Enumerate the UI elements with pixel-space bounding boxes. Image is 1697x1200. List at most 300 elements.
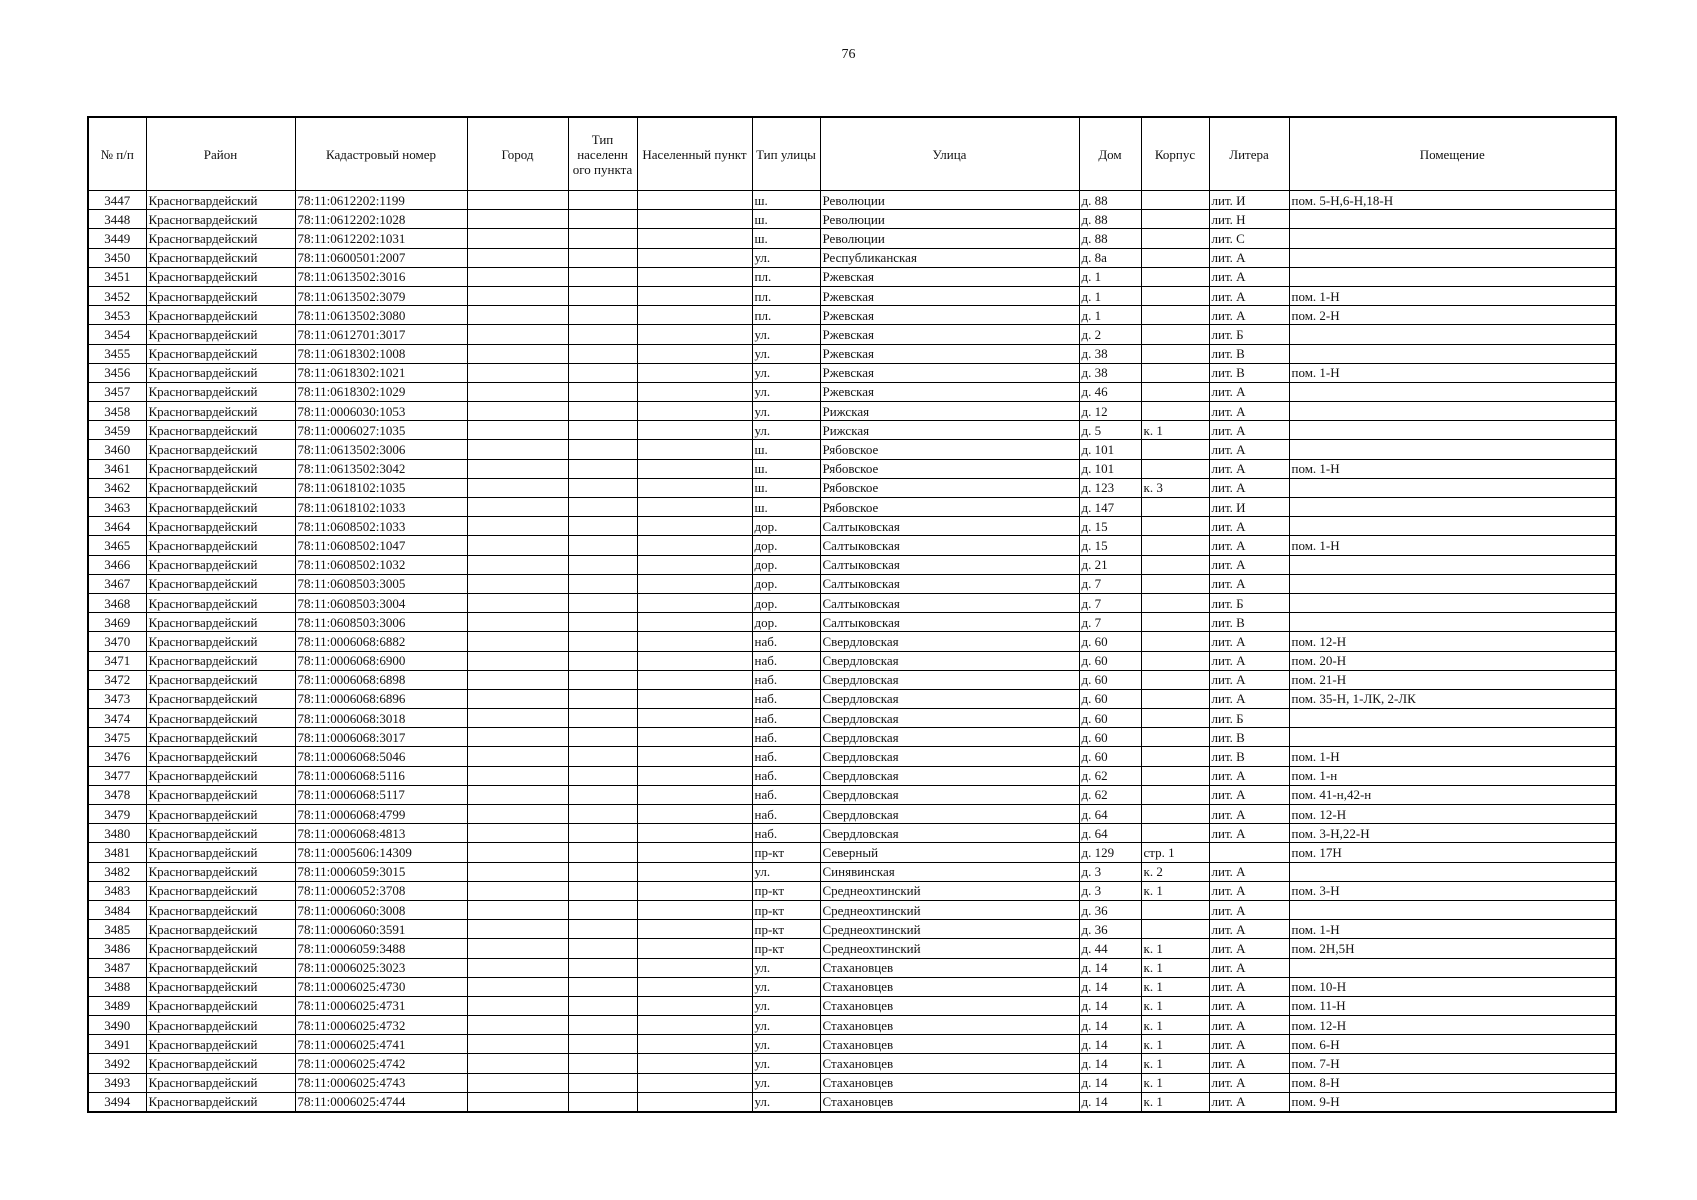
table-cell: лит. А — [1209, 689, 1289, 708]
table-cell: ш. — [752, 478, 820, 497]
table-cell: д. 1 — [1079, 306, 1141, 325]
table-cell: Красногвардейский — [146, 689, 295, 708]
table-cell — [467, 593, 568, 612]
table-cell: пом. 8-Н — [1289, 1073, 1616, 1092]
table-cell: пом. 5-Н,6-Н,18-Н — [1289, 191, 1616, 210]
table-cell: к. 1 — [1141, 1016, 1209, 1035]
table-cell: Салтыковская — [820, 613, 1079, 632]
table-cell — [467, 747, 568, 766]
table-cell: пом. 1-Н — [1289, 286, 1616, 305]
table-cell: лит. А — [1209, 555, 1289, 574]
table-cell — [1289, 555, 1616, 574]
table-cell — [1141, 824, 1209, 843]
table-cell — [1141, 689, 1209, 708]
table-cell — [467, 1016, 568, 1035]
table-cell: лит. В — [1209, 728, 1289, 747]
table-cell — [1289, 421, 1616, 440]
table-cell — [1141, 574, 1209, 593]
table-cell: 78:11:0612701:3017 — [295, 325, 467, 344]
table-cell: 3493 — [88, 1073, 146, 1092]
table-cell: лит. А — [1209, 996, 1289, 1015]
table-cell: дор. — [752, 555, 820, 574]
column-header: Тип улицы — [752, 117, 820, 191]
table-cell — [568, 728, 637, 747]
table-cell: лит. А — [1209, 862, 1289, 881]
table-cell: 3485 — [88, 920, 146, 939]
table-cell: пом. 12-Н — [1289, 632, 1616, 651]
table-cell: 3449 — [88, 229, 146, 248]
table-row — [88, 421, 1616, 440]
table-cell: пом. 1-Н — [1289, 920, 1616, 939]
table-cell — [467, 958, 568, 977]
table-cell: Рижская — [820, 421, 1079, 440]
table-cell: Среднеохтинский — [820, 881, 1079, 900]
table-cell: наб. — [752, 709, 820, 728]
table-cell — [637, 766, 752, 785]
table-cell: лит. А — [1209, 1054, 1289, 1073]
table-cell — [1141, 536, 1209, 555]
table-cell — [637, 363, 752, 382]
table-cell: к. 1 — [1141, 1054, 1209, 1073]
table-cell — [1209, 843, 1289, 862]
table-cell: Красногвардейский — [146, 613, 295, 632]
table-cell — [637, 977, 752, 996]
table-cell: 3478 — [88, 785, 146, 804]
table-cell — [637, 459, 752, 478]
table-cell: Красногвардейский — [146, 1035, 295, 1054]
table-cell: 78:11:0006059:3015 — [295, 862, 467, 881]
table-cell: Среднеохтинский — [820, 900, 1079, 919]
table-cell — [467, 785, 568, 804]
table-cell: Красногвардейский — [146, 382, 295, 401]
table-cell: дор. — [752, 574, 820, 593]
table-cell: лит. А — [1209, 881, 1289, 900]
table-cell — [467, 536, 568, 555]
table-row — [88, 651, 1616, 670]
table-cell: Красногвардейский — [146, 1054, 295, 1073]
table-cell — [467, 363, 568, 382]
table-cell: лит. А — [1209, 459, 1289, 478]
table-cell: наб. — [752, 651, 820, 670]
table-cell — [568, 651, 637, 670]
table-cell: ул. — [752, 996, 820, 1015]
table-cell — [467, 843, 568, 862]
table-cell — [637, 670, 752, 689]
table-cell: 78:11:0006025:4743 — [295, 1073, 467, 1092]
table-cell: лит. А — [1209, 824, 1289, 843]
table-cell: Среднеохтинский — [820, 920, 1079, 939]
table-cell — [467, 306, 568, 325]
table-cell: 3459 — [88, 421, 146, 440]
table-cell: д. 14 — [1079, 1035, 1141, 1054]
table-cell — [1289, 402, 1616, 421]
table-cell: лит. А — [1209, 421, 1289, 440]
table-cell: д. 60 — [1079, 632, 1141, 651]
table-cell: д. 14 — [1079, 996, 1141, 1015]
table-row — [88, 805, 1616, 824]
table-cell: наб. — [752, 632, 820, 651]
table-cell — [1141, 632, 1209, 651]
table-cell — [467, 920, 568, 939]
table-cell — [467, 613, 568, 632]
table-cell: 3486 — [88, 939, 146, 958]
table-cell: 78:11:0006068:4799 — [295, 805, 467, 824]
table-cell: к. 1 — [1141, 1073, 1209, 1092]
table-cell: д. 44 — [1079, 939, 1141, 958]
table-cell: Красногвардейский — [146, 517, 295, 536]
table-cell — [1141, 306, 1209, 325]
table-cell: 3481 — [88, 843, 146, 862]
table-cell: пом. 9-Н — [1289, 1092, 1616, 1112]
table-cell: Красногвардейский — [146, 267, 295, 286]
table-cell: лит. А — [1209, 382, 1289, 401]
table-cell — [637, 843, 752, 862]
table-cell — [1141, 613, 1209, 632]
table-cell — [637, 651, 752, 670]
table-cell: к. 1 — [1141, 958, 1209, 977]
table-cell: пом. 1-Н — [1289, 363, 1616, 382]
table-cell: 78:11:0613502:3016 — [295, 267, 467, 286]
table-cell — [1289, 325, 1616, 344]
table-cell: 3455 — [88, 344, 146, 363]
table-cell: ш. — [752, 191, 820, 210]
table-cell: Рябовское — [820, 459, 1079, 478]
table-cell — [1289, 498, 1616, 517]
table-cell: 3477 — [88, 766, 146, 785]
table-cell: Рябовское — [820, 478, 1079, 497]
table-cell: д. 88 — [1079, 229, 1141, 248]
table-cell: д. 21 — [1079, 555, 1141, 574]
table-cell: Красногвардейский — [146, 229, 295, 248]
table-cell — [467, 517, 568, 536]
table-cell — [1289, 210, 1616, 229]
table-cell — [1289, 382, 1616, 401]
table-cell — [568, 440, 637, 459]
table-cell: 78:11:0006059:3488 — [295, 939, 467, 958]
table-cell — [637, 210, 752, 229]
table-cell — [637, 574, 752, 593]
table-cell — [637, 191, 752, 210]
table-cell: Революции — [820, 229, 1079, 248]
table-cell: Ржевская — [820, 363, 1079, 382]
table-cell: Красногвардейский — [146, 306, 295, 325]
table-cell: Красногвардейский — [146, 939, 295, 958]
table-cell — [1141, 229, 1209, 248]
table-row — [88, 1092, 1616, 1112]
table-cell: лит. В — [1209, 363, 1289, 382]
table-cell: лит. А — [1209, 766, 1289, 785]
table-cell — [637, 747, 752, 766]
table-cell — [568, 574, 637, 593]
table-cell: Рижская — [820, 402, 1079, 421]
table-cell: 3464 — [88, 517, 146, 536]
table-cell — [568, 1092, 637, 1112]
table-cell: д. 88 — [1079, 191, 1141, 210]
table-cell — [467, 1092, 568, 1112]
table-cell — [1141, 402, 1209, 421]
table-row — [88, 728, 1616, 747]
table-cell: 78:11:0006068:3017 — [295, 728, 467, 747]
table-cell: пр-кт — [752, 900, 820, 919]
table-cell: лит. А — [1209, 632, 1289, 651]
table-cell — [568, 900, 637, 919]
table-cell: 78:11:0006068:3018 — [295, 709, 467, 728]
table-cell: Красногвардейский — [146, 344, 295, 363]
table-cell: 78:11:0006025:4732 — [295, 1016, 467, 1035]
table-cell: 3482 — [88, 862, 146, 881]
table-cell: наб. — [752, 728, 820, 747]
table-cell — [1141, 670, 1209, 689]
table-cell — [467, 996, 568, 1015]
table-cell — [1289, 862, 1616, 881]
table-cell: ул. — [752, 325, 820, 344]
table-cell — [1289, 709, 1616, 728]
table-row — [88, 574, 1616, 593]
table-cell: д. 60 — [1079, 709, 1141, 728]
table-cell: 78:11:0618302:1029 — [295, 382, 467, 401]
table-cell: лит. А — [1209, 1035, 1289, 1054]
table-cell — [1141, 900, 1209, 919]
table-cell: Стахановцев — [820, 958, 1079, 977]
table-cell: Свердловская — [820, 766, 1079, 785]
table-cell — [568, 1054, 637, 1073]
table-cell: ул. — [752, 1073, 820, 1092]
table-cell — [568, 421, 637, 440]
table-cell: Салтыковская — [820, 517, 1079, 536]
table-cell — [1141, 286, 1209, 305]
table-cell: пом. 12-Н — [1289, 805, 1616, 824]
table-cell — [568, 766, 637, 785]
table-cell — [568, 402, 637, 421]
table-header — [88, 117, 1616, 191]
table-row — [88, 344, 1616, 363]
table-row — [88, 1054, 1616, 1073]
table-cell — [467, 689, 568, 708]
table-cell: 3491 — [88, 1035, 146, 1054]
table-cell: лит. В — [1209, 344, 1289, 363]
table-row — [88, 977, 1616, 996]
table-cell — [467, 670, 568, 689]
table-cell: лит. А — [1209, 267, 1289, 286]
table-cell: д. 14 — [1079, 1092, 1141, 1112]
table-cell: 78:11:0618102:1035 — [295, 478, 467, 497]
table-row — [88, 229, 1616, 248]
table-cell: 78:11:0006025:4742 — [295, 1054, 467, 1073]
table-cell — [1289, 440, 1616, 459]
table-cell: 3474 — [88, 709, 146, 728]
table-cell: Рябовское — [820, 498, 1079, 517]
table-cell: лит. А — [1209, 402, 1289, 421]
table-cell: 78:11:0613502:3042 — [295, 459, 467, 478]
table-cell: 78:11:0006052:3708 — [295, 881, 467, 900]
table-cell — [1141, 920, 1209, 939]
table-row — [88, 382, 1616, 401]
table-cell: ул. — [752, 977, 820, 996]
column-header: Тип населенн ого пункта — [568, 117, 637, 191]
table-cell: 3453 — [88, 306, 146, 325]
table-cell: лит. А — [1209, 920, 1289, 939]
table-cell: к. 3 — [1141, 478, 1209, 497]
table-cell: лит. И — [1209, 498, 1289, 517]
table-cell — [568, 210, 637, 229]
table-cell: 78:11:0006060:3008 — [295, 900, 467, 919]
table-row — [88, 498, 1616, 517]
table-cell: д. 60 — [1079, 651, 1141, 670]
table-cell — [467, 382, 568, 401]
table-cell — [1141, 382, 1209, 401]
table-cell: пом. 2Н,5Н — [1289, 939, 1616, 958]
table-cell: пом. 12-Н — [1289, 1016, 1616, 1035]
table-cell — [1141, 440, 1209, 459]
table-cell — [467, 555, 568, 574]
table-cell: пом. 2-Н — [1289, 306, 1616, 325]
table-cell — [568, 939, 637, 958]
table-cell: лит. А — [1209, 536, 1289, 555]
table-cell: Салтыковская — [820, 574, 1079, 593]
table-cell: 78:11:0612202:1199 — [295, 191, 467, 210]
table-cell: Салтыковская — [820, 536, 1079, 555]
table-cell: к. 1 — [1141, 977, 1209, 996]
table-cell — [467, 1054, 568, 1073]
table-cell: д. 38 — [1079, 344, 1141, 363]
registry-table — [87, 116, 1617, 1113]
table-cell: Красногвардейский — [146, 958, 295, 977]
table-cell — [568, 325, 637, 344]
table-cell — [568, 459, 637, 478]
table-cell: 78:11:0006030:1053 — [295, 402, 467, 421]
table-cell: 3492 — [88, 1054, 146, 1073]
table-cell: наб. — [752, 766, 820, 785]
table-cell: 78:11:0006068:6898 — [295, 670, 467, 689]
column-header: Населенный пункт — [637, 117, 752, 191]
table-cell: 3452 — [88, 286, 146, 305]
table-cell — [568, 1016, 637, 1035]
table-cell: 78:11:0618302:1021 — [295, 363, 467, 382]
table-cell — [467, 574, 568, 593]
table-cell: к. 1 — [1141, 1035, 1209, 1054]
table-cell: 78:11:0618102:1033 — [295, 498, 467, 517]
table-cell: лит. А — [1209, 478, 1289, 497]
table-cell: Красногвардейский — [146, 574, 295, 593]
table-cell — [568, 785, 637, 804]
table-cell — [568, 248, 637, 267]
table-cell: 78:11:0613502:3080 — [295, 306, 467, 325]
table-row — [88, 843, 1616, 862]
table-cell — [637, 785, 752, 804]
table-cell — [1141, 267, 1209, 286]
table-cell — [467, 805, 568, 824]
table-cell: пр-кт — [752, 881, 820, 900]
column-header: Кадастровый номер — [295, 117, 467, 191]
table-cell: Красногвардейский — [146, 325, 295, 344]
table-cell — [637, 805, 752, 824]
table-cell — [467, 709, 568, 728]
table-cell — [568, 306, 637, 325]
table-cell: пом. 3-Н,22-Н — [1289, 824, 1616, 843]
table-cell: Красногвардейский — [146, 1092, 295, 1112]
table-cell: 3483 — [88, 881, 146, 900]
table-cell: лит. А — [1209, 248, 1289, 267]
table-cell: лит. А — [1209, 1073, 1289, 1092]
table-cell: ш. — [752, 440, 820, 459]
table-cell — [1141, 805, 1209, 824]
table-cell: 3467 — [88, 574, 146, 593]
table-cell — [467, 498, 568, 517]
table-cell: лит. А — [1209, 1092, 1289, 1112]
table-cell — [1141, 517, 1209, 536]
table-cell: ул. — [752, 344, 820, 363]
table-cell: д. 64 — [1079, 824, 1141, 843]
table-cell — [568, 843, 637, 862]
table-row — [88, 709, 1616, 728]
table-cell: Красногвардейский — [146, 498, 295, 517]
table-cell: 3451 — [88, 267, 146, 286]
table-cell — [568, 632, 637, 651]
table-cell: д. 38 — [1079, 363, 1141, 382]
table-cell: 78:11:0006025:4731 — [295, 996, 467, 1015]
table-cell — [637, 344, 752, 363]
table-cell — [1141, 344, 1209, 363]
table-cell: Красногвардейский — [146, 805, 295, 824]
table-cell: лит. А — [1209, 958, 1289, 977]
table-cell: 3476 — [88, 747, 146, 766]
table-cell: лит. В — [1209, 613, 1289, 632]
table-cell: Северный — [820, 843, 1079, 862]
table-row — [88, 747, 1616, 766]
table-cell — [637, 593, 752, 612]
table-cell: д. 14 — [1079, 1054, 1141, 1073]
table-cell: наб. — [752, 824, 820, 843]
table-cell: 3487 — [88, 958, 146, 977]
table-cell: д. 14 — [1079, 1016, 1141, 1035]
table-cell: пом. 20-Н — [1289, 651, 1616, 670]
table-cell: 3489 — [88, 996, 146, 1015]
table-cell: лит. А — [1209, 785, 1289, 804]
table-cell — [467, 325, 568, 344]
table-cell: 78:11:0006068:6900 — [295, 651, 467, 670]
table-cell: Красногвардейский — [146, 728, 295, 747]
table-cell: д. 147 — [1079, 498, 1141, 517]
table-cell: лит. Б — [1209, 325, 1289, 344]
table-cell: дор. — [752, 613, 820, 632]
table-cell — [467, 229, 568, 248]
table-cell: 3472 — [88, 670, 146, 689]
table-cell: наб. — [752, 747, 820, 766]
table-cell — [568, 382, 637, 401]
table-cell — [637, 613, 752, 632]
table-cell: 3490 — [88, 1016, 146, 1035]
table-cell — [1141, 191, 1209, 210]
table-cell: д. 14 — [1079, 958, 1141, 977]
table-cell — [1141, 766, 1209, 785]
table-cell — [637, 939, 752, 958]
table-row — [88, 939, 1616, 958]
table-cell: пр-кт — [752, 939, 820, 958]
table-cell — [1141, 459, 1209, 478]
table-cell: 78:11:0006068:6882 — [295, 632, 467, 651]
table-cell: 78:11:0618302:1008 — [295, 344, 467, 363]
table-cell — [1141, 747, 1209, 766]
table-cell: пом. 1-н — [1289, 766, 1616, 785]
table-cell: лит. А — [1209, 286, 1289, 305]
table-cell — [1141, 651, 1209, 670]
table-cell: Ржевская — [820, 325, 1079, 344]
table-cell: Красногвардейский — [146, 900, 295, 919]
table-cell — [467, 478, 568, 497]
table-cell: д. 5 — [1079, 421, 1141, 440]
table-cell: Красногвардейский — [146, 824, 295, 843]
table-cell — [1141, 363, 1209, 382]
